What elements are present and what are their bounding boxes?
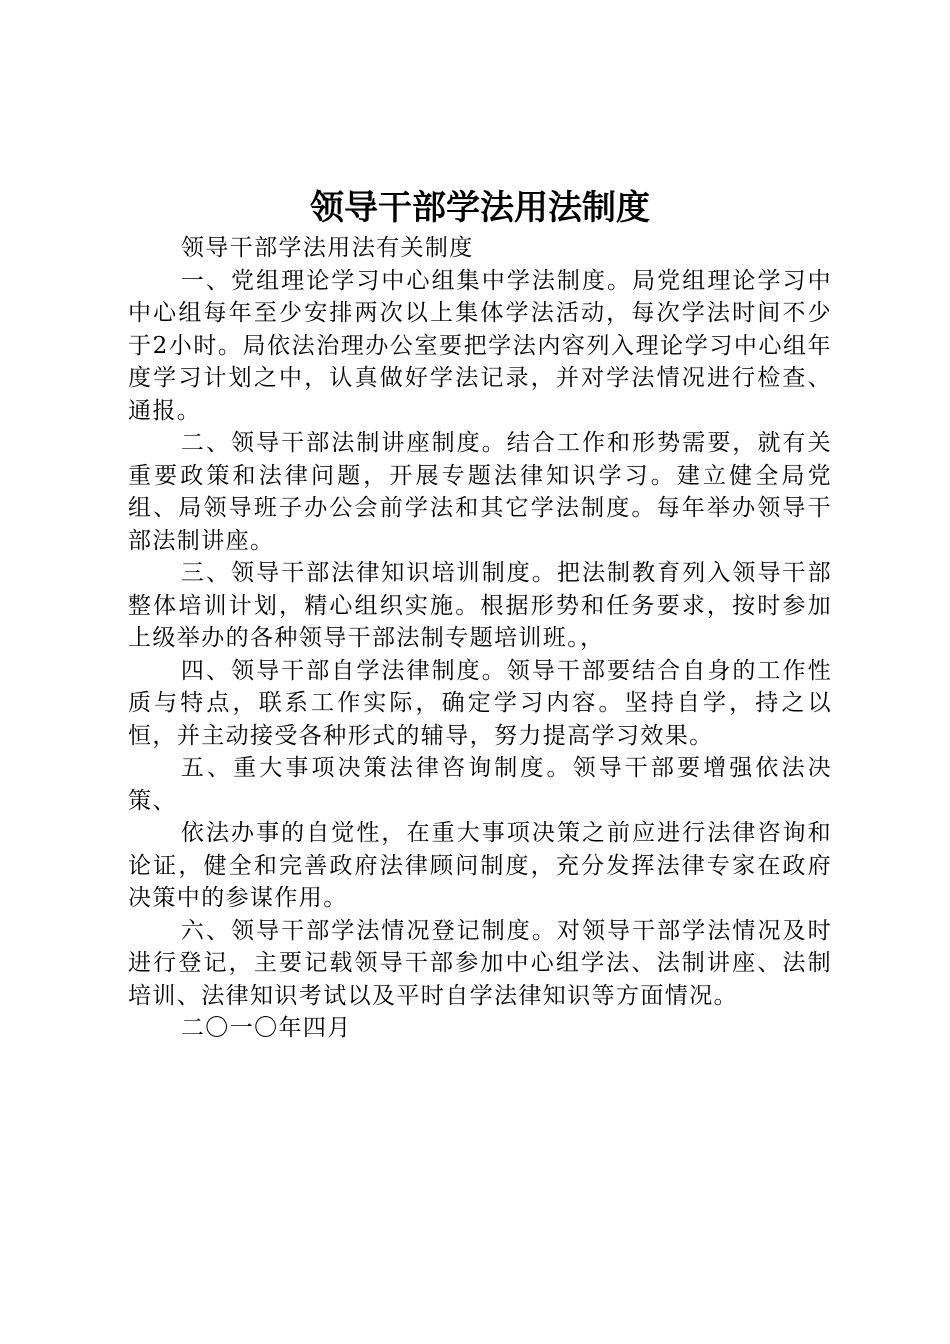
paragraph-5-continued: 依法办事的自觉性，在重大事项决策之前应进行法律咨询和论证，健全和完善政府法律顾问制度，充分发挥法律专家在政府决策中的参谋作用。 <box>128 820 832 911</box>
paragraph-2: 二、领导干部法制讲座制度。结合工作和形势需要，就有关重要政策和法律问题，开展专题法律知识学习。建立健全局党组、局领导班子办公会前学法和其它学法制度。每年举办领导干部法制讲座。 <box>128 430 832 554</box>
document-body <box>128 232 832 1045</box>
subtitle-paragraph: 领导干部学法用法有关制度 <box>180 235 474 261</box>
paragraph-5: 五、重大事项决策法律咨询制度。领导干部要增强依法决策、 <box>128 755 832 814</box>
paragraph-3: 三、领导干部法律知识培训制度。把法制教育列入领导干部整体培训计划，精心组织实施。根据形势和任务要求，按时参加上级举办的各种领导干部法制专题培训班。， <box>128 560 832 651</box>
paragraph-4: 四、领导干部自学法律制度。领导干部要结合自身的工作性质与特点，联系工作实际，确定学习内容。坚持自学，持之以恒，并主动接受各种形式的辅导，努力提高学习效果。 <box>128 657 832 749</box>
document-date: 二〇一〇年四月 <box>180 1015 352 1041</box>
document-title: 领导干部学法用法制度 <box>310 188 650 228</box>
paragraph-6: 六、领导干部学法情况登记制度。对领导干部学法情况及时进行登记，主要记载领导干部参加中心组学法、法制讲座、法制培训、法律知识考试以及平时自学法律知识等方面情况。 <box>128 917 832 1009</box>
paragraph-1: 一、党组理论学习中心组集中学法制度。局党组理论学习中中心组每年至少安排两次以上集体学法活动，每次学法时间不少于2小时。局依法治理办公室要把学法内容列入理论学习中心组年度学习计划之中，认真做好学法记录，并对学法情况进行检查、通报。 <box>128 267 832 424</box>
